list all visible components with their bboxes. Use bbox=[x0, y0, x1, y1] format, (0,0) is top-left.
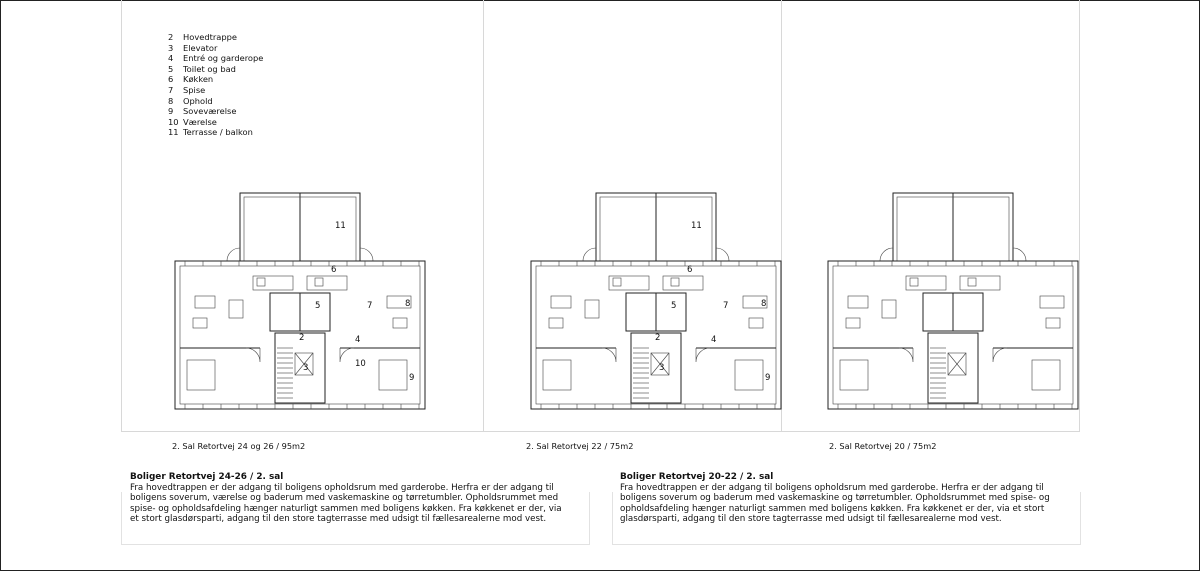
table bbox=[229, 300, 243, 318]
sofa bbox=[393, 318, 407, 328]
sofa bbox=[1046, 318, 1060, 328]
dining-table bbox=[1040, 296, 1064, 308]
sink bbox=[613, 278, 621, 286]
floor-plan-drawing bbox=[818, 188, 1088, 416]
kitchen-counter bbox=[307, 276, 347, 290]
door-swing bbox=[340, 348, 354, 362]
room-number-label: 7 bbox=[367, 301, 373, 311]
door-swing bbox=[880, 248, 893, 261]
sink bbox=[671, 278, 679, 286]
legend-number: 6 bbox=[168, 74, 174, 85]
plan-caption: 2. Sal Retortvej 24 og 26 / 95m2 bbox=[172, 441, 306, 451]
description-title: Boliger Retortvej 20-22 / 2. sal bbox=[620, 472, 774, 482]
plan-caption: 2. Sal Retortvej 20 / 75m2 bbox=[829, 441, 937, 451]
dining-table bbox=[848, 296, 868, 308]
sofa bbox=[193, 318, 207, 328]
legend-number: 7 bbox=[168, 84, 174, 95]
room-number-label: 3 bbox=[303, 363, 309, 373]
panel-divider bbox=[121, 0, 122, 432]
description-title: Boliger Retortvej 24-26 / 2. sal bbox=[130, 472, 284, 482]
legend-number: 11 bbox=[168, 127, 179, 138]
sofa bbox=[549, 318, 563, 328]
table bbox=[882, 300, 896, 318]
room-number-label: 9 bbox=[765, 373, 771, 383]
legend-label: Soveværelse bbox=[183, 106, 237, 117]
panel-baseline bbox=[121, 431, 1079, 432]
description-20-22 bbox=[620, 472, 1090, 525]
legend-item bbox=[168, 74, 263, 85]
legend-item bbox=[168, 53, 263, 64]
sink bbox=[257, 278, 265, 286]
room-number-label: 7 bbox=[723, 301, 729, 311]
legend-number: 5 bbox=[168, 63, 174, 74]
legend-label: Spise bbox=[183, 84, 206, 95]
door-swing bbox=[716, 248, 729, 261]
room-number-label: 8 bbox=[405, 299, 411, 309]
legend-item bbox=[168, 106, 263, 117]
table bbox=[585, 300, 599, 318]
building-inner-wall bbox=[833, 266, 1073, 404]
legend-item bbox=[168, 32, 263, 43]
sofa bbox=[749, 318, 763, 328]
legend-item bbox=[168, 96, 263, 107]
legend-item bbox=[168, 43, 263, 54]
floor-plan-retortvej-22 bbox=[521, 188, 791, 416]
legend-item bbox=[168, 117, 263, 128]
room-number-label: 5 bbox=[671, 301, 677, 311]
room-number-label: 5 bbox=[315, 301, 321, 311]
door-swing bbox=[1013, 248, 1026, 261]
room-number-label: 11 bbox=[335, 221, 346, 231]
sink bbox=[315, 278, 323, 286]
room-number-label: 10 bbox=[355, 359, 366, 369]
bed bbox=[543, 360, 571, 390]
legend-number: 9 bbox=[168, 106, 174, 117]
floor-plan-drawing bbox=[165, 188, 435, 416]
legend-label: Værelse bbox=[183, 116, 217, 127]
bed bbox=[1032, 360, 1060, 390]
building-outline bbox=[828, 261, 1078, 409]
room-number-label: 6 bbox=[687, 265, 693, 275]
legend-label: Køkken bbox=[183, 74, 214, 85]
legend-label: Hovedtrappe bbox=[183, 32, 237, 42]
door-swing bbox=[602, 348, 616, 362]
floor-plan-retortvej-20 bbox=[818, 188, 1088, 416]
room-number-label: 6 bbox=[331, 265, 337, 275]
legend-label: Ophold bbox=[183, 95, 213, 106]
room-number-label: 2 bbox=[655, 333, 661, 343]
floor-plan-drawing bbox=[521, 188, 791, 416]
room-number-label: 4 bbox=[355, 335, 361, 345]
kitchen-counter bbox=[663, 276, 703, 290]
legend-number: 4 bbox=[168, 53, 174, 64]
room-number-label: 4 bbox=[711, 335, 717, 345]
door-swing bbox=[227, 248, 240, 261]
room-number-label: 8 bbox=[761, 299, 767, 309]
kitchen-counter bbox=[960, 276, 1000, 290]
room-number-label: 3 bbox=[659, 363, 665, 373]
room-number-label: 11 bbox=[691, 221, 702, 231]
door-swing bbox=[360, 248, 373, 261]
room-legend bbox=[168, 32, 263, 138]
panel-divider bbox=[483, 0, 484, 432]
door-swing bbox=[246, 348, 260, 362]
bed bbox=[379, 360, 407, 390]
room-number-label: 2 bbox=[299, 333, 305, 343]
legend-number: 8 bbox=[168, 95, 174, 106]
dining-table bbox=[195, 296, 215, 308]
sofa bbox=[846, 318, 860, 328]
legend-item bbox=[168, 127, 263, 138]
dining-table bbox=[551, 296, 571, 308]
door-swing bbox=[696, 348, 710, 362]
legend-label: Entré og garderope bbox=[183, 53, 264, 64]
bed bbox=[187, 360, 215, 390]
room-number-label: 9 bbox=[409, 373, 415, 383]
door-swing bbox=[583, 248, 596, 261]
description-24-26 bbox=[130, 472, 600, 525]
legend-item bbox=[168, 85, 263, 96]
legend-number: 10 bbox=[168, 116, 179, 127]
description-text: Fra hovedtrappen er der adgang til boligens opholdsrum med garderobe. Herfra er der adgang til boligens soverum, værelse og baderum med vaskemaskine og tørretumbler. Opholdsrummet med spise- og opholdsafdeling hænger naturligt sammen med boligens køkken. Fra køkkenet er der, via et stort glasdørsparti, adgang til den store tagterrasse med udsigt til fællesarealerne mod vest. bbox=[130, 482, 562, 525]
plan-caption: 2. Sal Retortvej 22 / 75m2 bbox=[526, 441, 634, 451]
floor-plan-retortvej-24-26 bbox=[165, 188, 435, 416]
door-swing bbox=[993, 348, 1007, 362]
sink bbox=[968, 278, 976, 286]
bed bbox=[840, 360, 868, 390]
legend-number: 2 bbox=[168, 32, 174, 42]
bed bbox=[735, 360, 763, 390]
description-text: Fra hovedtrappen er der adgang til boligens opholdsrum med garderobe. Herfra er der adgang til boligens soverum og baderum med vaskemaskine og tørretumbler. Opholdsrummet med spise- og opholdsafdeling hænger naturligt sammen med boligens køkken. Fra køkkenet er der, via et stort glasdørsparti, adgang til den store tagterrasse med udsigt til fællesarealerne mod vest. bbox=[620, 482, 1050, 525]
legend-number: 3 bbox=[168, 42, 174, 53]
door-swing bbox=[899, 348, 913, 362]
legend-label: Toilet og bad bbox=[183, 63, 236, 74]
legend-label: Elevator bbox=[183, 42, 218, 53]
sink bbox=[910, 278, 918, 286]
legend-item bbox=[168, 64, 263, 75]
legend-label: Terrasse / balkon bbox=[183, 127, 253, 138]
